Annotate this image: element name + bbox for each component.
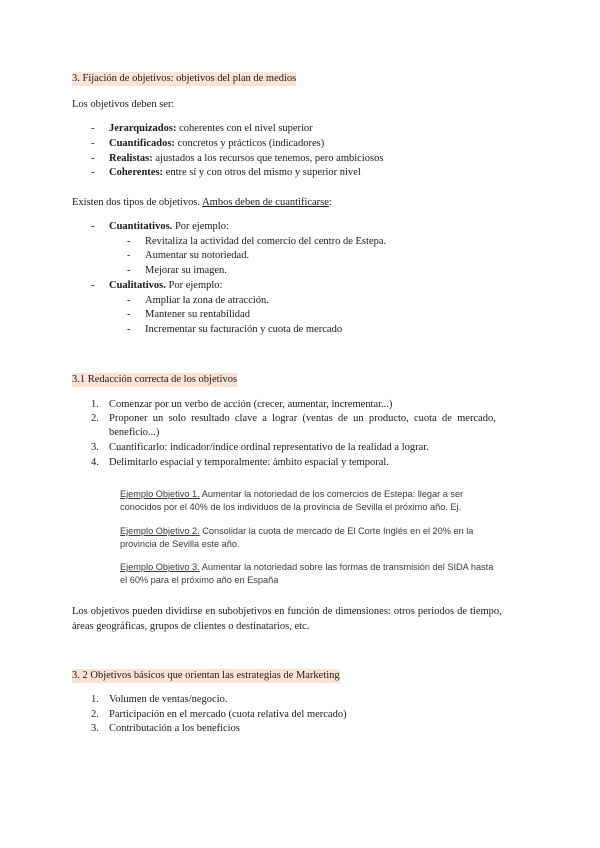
section-3-2-heading: 3. 2 Objetivos básicos que orientan las estrategias de Marketing [72, 670, 340, 681]
sub-bullet-dash: - [127, 309, 131, 320]
step-number: 1. [91, 399, 99, 410]
sub-bullet-dash: - [127, 265, 131, 276]
quant-example: Mejorar su imagen. [145, 265, 227, 276]
item-number: 2. [91, 709, 99, 720]
trait-item: Jerarquizados: coherentes con el nivel superior [109, 123, 313, 134]
step-text: Comenzar por un verbo de acción (crecer, aumentar, incrementar...) [109, 399, 393, 410]
basic-objective-item: Contributación a los beneficios [109, 723, 240, 734]
item-number: 1. [91, 694, 99, 705]
quant-example: Aumentar su notoriedad. [145, 250, 250, 261]
bullet-dash: - [91, 221, 95, 232]
step-text: Delimitarlo espacial y temporalmente: ámbito espacial y temporal. [109, 457, 389, 468]
sub-bullet-dash: - [127, 236, 131, 247]
qual-item: Cualitativos. Por ejemplo: [109, 280, 223, 291]
step-number: 3. [91, 442, 99, 453]
sub-bullet-dash: - [127, 295, 131, 306]
example-objective-1-cont: conocidos por el 40% de los individuos de la provincia de Sevilla el próximo año. Ej. [120, 502, 462, 512]
basic-objective-item: Participación en el mercado (cuota relativa del mercado) [109, 709, 347, 720]
example-objective-2: Ejemplo Objetivo 2. Consolidar la cuota de mercado de El Corte Inglés en el 20% en la [120, 526, 474, 536]
item-number: 3. [91, 723, 99, 734]
subobjectives-paragraph-cont: áreas geográficas, grupos de clientes o destinatarios, etc. [72, 621, 310, 632]
section-3-1-heading: 3.1 Redacción correcta de los objetivos [72, 374, 238, 385]
qual-example: Incrementar su facturación y cuota de mercado [145, 324, 343, 335]
step-text-continued: beneficio...) [109, 427, 160, 438]
example-objective-3-cont: el 60% para el próximo año en España [120, 575, 279, 585]
bullet-dash: - [91, 167, 95, 178]
sub-bullet-dash: - [127, 324, 131, 335]
example-objective-3: Ejemplo Objetivo 3. Aumentar la notoriedad sobre las formas de transmisión del SIDA hasta [120, 562, 494, 572]
section-3-intro: Los objetivos deben ser: [72, 99, 175, 110]
bullet-dash: - [91, 123, 95, 134]
qual-example: Mantener su rentabilidad [145, 309, 250, 320]
sub-bullet-dash: - [127, 250, 131, 261]
quant-item: Cuantitativos. Por ejemplo: [109, 221, 229, 232]
trait-item: Cuantificados: concretos y prácticos (indicadores) [109, 138, 325, 149]
example-objective-1: Ejemplo Objetivo 1. Aumentar la notoriedad de los comercios de Estepa: llegar a ser [120, 489, 464, 499]
step-text: Proponer un solo resultado clave a lograr (ventas de un producto, cuota de mercado, [109, 413, 496, 424]
bullet-dash: - [91, 138, 95, 149]
qual-example: Ampliar la zona de atracción. [145, 295, 269, 306]
step-number: 4. [91, 457, 99, 468]
types-intro: Existen dos tipos de objetivos. Ambos deben de cuantificarse: [72, 197, 332, 208]
bullet-dash: - [91, 280, 95, 291]
quant-example: Revitaliza la actividad del comercio del centro de Estepa. [145, 236, 387, 247]
basic-objective-item: Volumen de ventas/negocio. [109, 694, 228, 705]
step-text: Cuantificarlo: indicador/índice ordinal representativo de la realidad a lograr. [109, 442, 429, 453]
example-objective-2-cont: provincia de Sevilla este año. [120, 539, 240, 549]
section-3-heading: 3. Fijación de objetivos: objetivos del plan de medios [72, 73, 297, 84]
trait-item: Coherentes: entre sí y con otros del mismo y superior nivel [109, 167, 361, 178]
step-number: 2. [91, 413, 99, 424]
trait-item: Realistas: ajustados a los recursos que tenemos, pero ambiciosos [109, 153, 384, 164]
bullet-dash: - [91, 153, 95, 164]
subobjectives-paragraph: Los objetivos pueden dividirse en subobjetivos en función de dimensiones: otros periodos de tiempo, [72, 606, 502, 617]
